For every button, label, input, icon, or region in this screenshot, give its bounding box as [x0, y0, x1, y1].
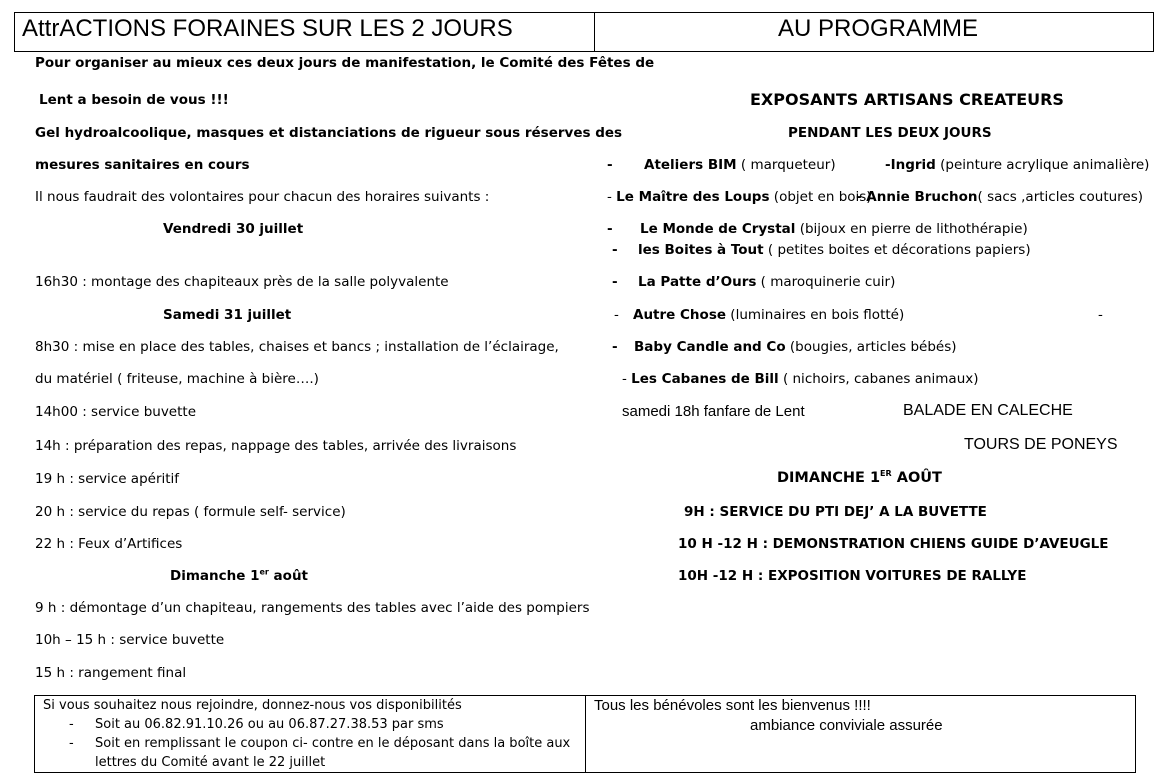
exhibitor-dash: - [612, 274, 618, 290]
dimanche-heading: DIMANCHE 1ER AOÛT [777, 469, 942, 486]
exposants-title: EXPOSANTS ARTISANS CREATEURS [750, 90, 1064, 109]
friday-heading: Vendredi 30 juillet [163, 221, 304, 237]
poneys-text: TOURS DE PONEYS [964, 436, 1118, 453]
exhibitor-entry: les Boites à Tout ( petites boites et décorations papiers) [638, 242, 1031, 258]
exhibitor-entry: -Ingrid (peinture acrylique animalière) [885, 157, 1150, 173]
intro-line-1: Pour organiser au mieux ces deux jours de manifestation, le Comité des Fêtes de [35, 55, 655, 71]
exhibitor-dash: - [612, 339, 618, 355]
saturday-item: 14h00 : service buvette [35, 404, 197, 420]
exhibitor-entry: Baby Candle and Co (bougies, articles bébés) [634, 339, 957, 355]
right-title: AU PROGRAMME [778, 15, 979, 42]
saturday-item: 19 h : service apéritif [35, 471, 180, 487]
exhibitor-entry: Autre Chose (luminaires en bois flotté) [633, 307, 905, 323]
saturday-heading: Samedi 31 juillet [163, 307, 292, 323]
dimanche-item: 9H : SERVICE DU PTI DEJ’ A LA BUVETTE [684, 504, 987, 520]
footer-divider [585, 695, 586, 773]
header-divider [594, 12, 595, 52]
sunday-heading: Dimanche 1er août [170, 567, 309, 584]
saturday-item: 8h30 : mise en place des tables, chaises et bancs ; installation de l’éclairage, [35, 339, 559, 355]
friday-item: 16h30 : montage des chapiteaux près de la salle polyvalente [35, 274, 449, 290]
sanitary-line-2: mesures sanitaires en cours [35, 157, 250, 173]
exhibitor-entry: - Les Cabanes de Bill ( nichoirs, cabanes animaux) [622, 371, 979, 387]
bullet-dash: - [69, 717, 74, 732]
ambiance-text: ambiance conviviale assurée [750, 717, 943, 734]
exhibitor-entry: Le Monde de Crystal (bijoux en pierre de lithothérapie) [640, 221, 1028, 237]
exhibitor-entry: La Patte d’Ours ( maroquinerie cuir) [638, 274, 896, 290]
volunteers-text: Il nous faudrait des volontaires pour chacun des horaires suivants : [35, 189, 490, 205]
pendant-subtitle: PENDANT LES DEUX JOURS [788, 125, 992, 141]
trailing-dash: - [1098, 307, 1103, 323]
footer-bullet: Soit au 06.82.91.10.26 ou au 06.87.27.38.53 par sms [95, 717, 444, 732]
footer-intro: Si vous souhaitez nous rejoindre, donnez-nous vos disponibilités [43, 698, 462, 713]
saturday-item: 22 h : Feux d’Artifices [35, 536, 183, 552]
left-title: AttrACTIONS FORAINES SUR LES 2 JOURS [22, 15, 513, 42]
footer-bullet: Soit en remplissant le coupon ci- contre en le déposant dans la boîte aux [95, 736, 571, 751]
saturday-item: 20 h : service du repas ( formule self- service) [35, 504, 346, 520]
intro-line-2: Lent a besoin de vous !!! [39, 92, 229, 108]
saturday-item-continued: du matériel ( friteuse, machine à bière….) [35, 371, 319, 387]
dimanche-item: 10H -12 H : EXPOSITION VOITURES DE RALLYE [678, 568, 1027, 584]
caleche-text: BALADE EN CALECHE [903, 402, 1073, 419]
sunday-item: 15 h : rangement final [35, 665, 187, 681]
dimanche-item: 10 H -12 H : DEMONSTRATION CHIENS GUIDE D’AVEUGLE [678, 536, 1109, 552]
exhibitor-dash: - [614, 307, 619, 323]
sunday-item: 9 h : démontage d’un chapiteau, rangements des tables avec l’aide des pompiers [35, 600, 590, 616]
footer-bullet-continued: lettres du Comité avant le 22 juillet [95, 755, 326, 770]
exhibitor-dash: - [607, 221, 613, 237]
exhibitor-entry: - Annie Bruchon( sacs ,articles coutures) [856, 189, 1144, 205]
sanitary-line-1: Gel hydroalcoolique, masques et distanciations de rigueur sous réserves des [35, 125, 623, 141]
fanfare-text: samedi 18h fanfare de Lent [622, 403, 805, 420]
saturday-item: 14h : préparation des repas, nappage des tables, arrivée des livraisons [35, 438, 517, 454]
exhibitor-entry: - Le Maître des Loups (objet en bois) [607, 189, 872, 205]
exhibitor-entry: Ateliers BIM ( marqueteur) [644, 157, 836, 173]
sunday-item: 10h – 15 h : service buvette [35, 632, 225, 648]
bullet-dash: - [69, 736, 74, 751]
exhibitor-dash: - [612, 242, 618, 258]
welcome-text: Tous les bénévoles sont les bienvenus !!!! [594, 697, 871, 714]
exhibitor-dash: - [607, 157, 613, 173]
